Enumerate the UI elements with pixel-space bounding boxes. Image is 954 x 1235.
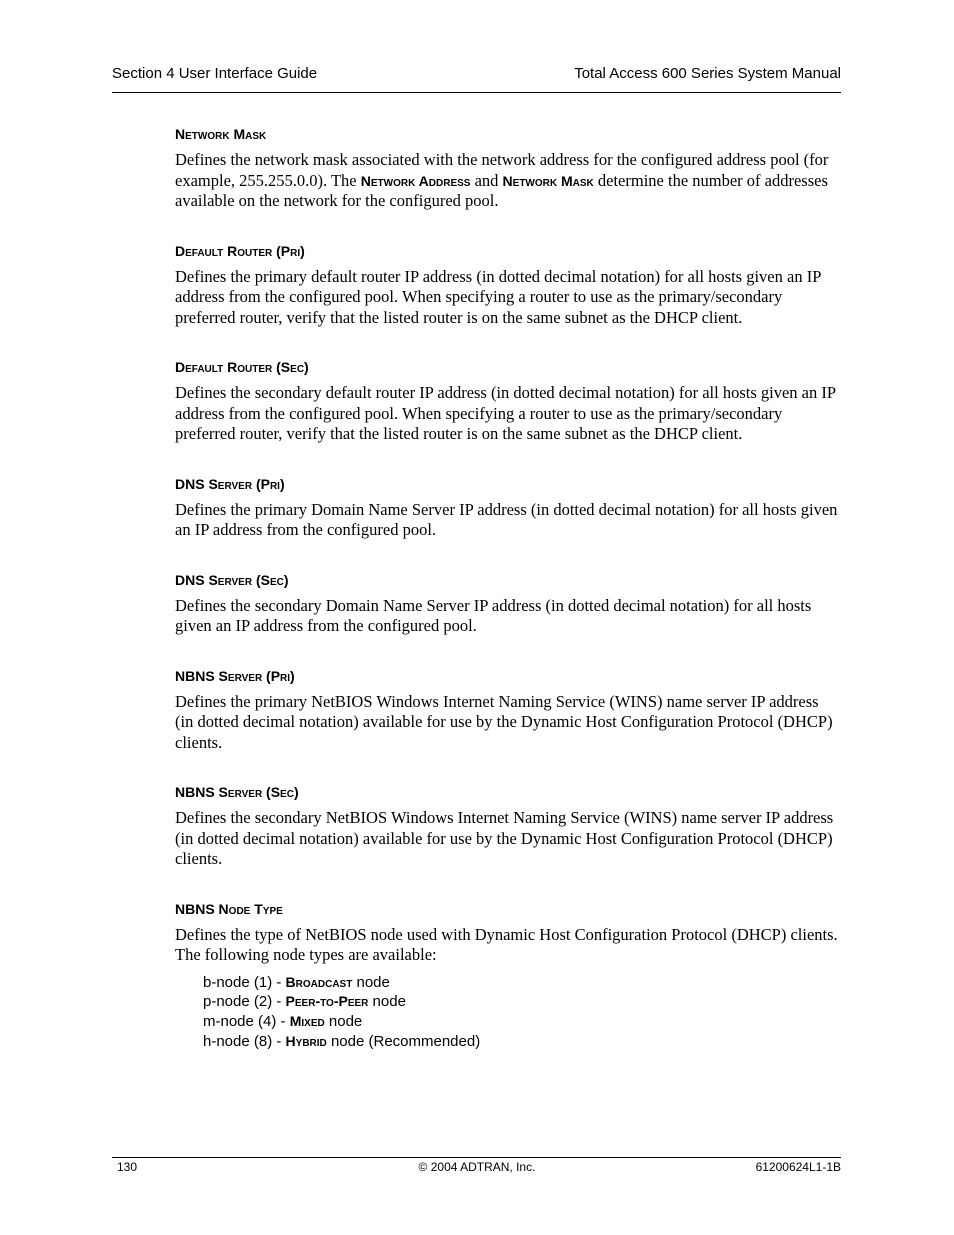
section-heading: NBNS Server (Sec)	[175, 784, 299, 800]
list-item	[203, 1012, 840, 1032]
node-type-text: b-node (1) -	[203, 973, 286, 991]
section-heading: Default Router (Pri)	[175, 242, 305, 259]
list-item	[203, 992, 840, 1012]
section	[175, 241, 840, 329]
section-paragraph	[175, 808, 840, 870]
node-type-term: Broadcast	[285, 973, 353, 990]
section	[175, 357, 840, 445]
section-heading: NBNS Server (Pri)	[175, 667, 295, 684]
section-paragraph	[175, 383, 840, 445]
list-item	[203, 973, 840, 993]
section-heading: NBNS Node Type	[175, 900, 283, 917]
section	[175, 474, 840, 541]
paragraph-text: Defines the primary NetBIOS Windows Internet Naming Service (WINS) name server IP address (in dotted decimal notation) available for use by the Dynamic Host Configuration Protocol (DHCP) clients.	[175, 691, 833, 752]
footer-page-number: 130	[117, 1160, 138, 1174]
paragraph-text: Defines the primary default router IP address (in dotted decimal notation) for all hosts given an IP address from the configured pool. When specifying a router to use as the primary/secondary preferred router, verify that the listed router is on the same subnet as the DHCP client.	[175, 266, 821, 327]
node-type-term: Peer-to-Peer	[285, 993, 369, 1010]
paragraph-text: Defines the type of NetBIOS node used with Dynamic Host Configuration Protocol (DHCP) clients. The following node types are available:	[175, 924, 838, 964]
header-section-title: Section 4 User Interface Guide	[112, 65, 318, 82]
section-paragraph	[175, 925, 840, 966]
section-paragraph	[175, 150, 840, 212]
header-divider	[112, 92, 841, 93]
node-type-text: node	[352, 973, 390, 991]
field-term: Network Mask	[502, 172, 594, 189]
footer-divider	[112, 1157, 841, 1158]
list-item	[203, 1032, 840, 1052]
node-type-text: node (Recommended)	[326, 1032, 481, 1050]
node-type-term: Hybrid	[285, 1032, 327, 1049]
footer-doc-number: 61200624L1-1B	[755, 1160, 841, 1174]
node-type-list	[203, 973, 840, 1052]
paragraph-text: Defines the secondary NetBIOS Windows Internet Naming Service (WINS) name server IP address (in dotted decimal notation) available for use by the Dynamic Host Configuration Protocol (DHCP) clients.	[175, 808, 834, 868]
paragraph-text: Defines the secondary default router IP address (in dotted decimal notation) for all hosts given an IP address from the configured pool. When specifying a router to use as the primary/secondary preferred router, verify that the listed router is on the same subnet as the DHCP client.	[175, 383, 836, 443]
section-heading: DNS Server (Sec)	[175, 571, 289, 588]
section	[175, 899, 840, 1052]
node-type-term: Mixed	[289, 1012, 325, 1029]
section-heading: Network Mask	[175, 126, 267, 142]
section	[175, 124, 840, 212]
section	[175, 666, 840, 754]
section	[175, 570, 840, 637]
page-content	[175, 124, 840, 1080]
paragraph-text: Defines the primary Domain Name Server IP address (in dotted decimal notation) for all hosts given an IP address from the configured pool.	[175, 499, 838, 539]
section-paragraph	[175, 596, 840, 637]
field-term: Network Address	[360, 172, 471, 189]
node-type-text: m-node (4) -	[203, 1012, 290, 1030]
footer-copyright: © 2004 ADTRAN, Inc.	[418, 1160, 536, 1174]
node-type-text: node	[324, 1012, 363, 1030]
section-paragraph	[175, 500, 840, 541]
paragraph-text: and	[470, 170, 503, 190]
node-type-text: node	[368, 993, 406, 1011]
paragraph-text: Defines the network mask associated with the network address for the configured address pool (for example, 255.255.0.0). The	[175, 150, 829, 190]
header-manual-title: Total Access 600 Series System Manual	[574, 65, 841, 82]
paragraph-text: Defines the secondary Domain Name Server IP address (in dotted decimal notation) for all hosts given an IP address from the configured pool.	[175, 595, 812, 635]
section-heading: DNS Server (Pri)	[175, 475, 285, 492]
section	[175, 782, 840, 870]
node-type-text: h-node (8) -	[203, 1032, 286, 1050]
section-heading: Default Router (Sec)	[175, 359, 309, 375]
paragraph-text: determine the number of addresses available on the network for the configured pool.	[175, 170, 828, 210]
section-paragraph	[175, 267, 840, 329]
node-type-text: p-node (2) -	[203, 993, 286, 1011]
section-paragraph	[175, 692, 840, 754]
